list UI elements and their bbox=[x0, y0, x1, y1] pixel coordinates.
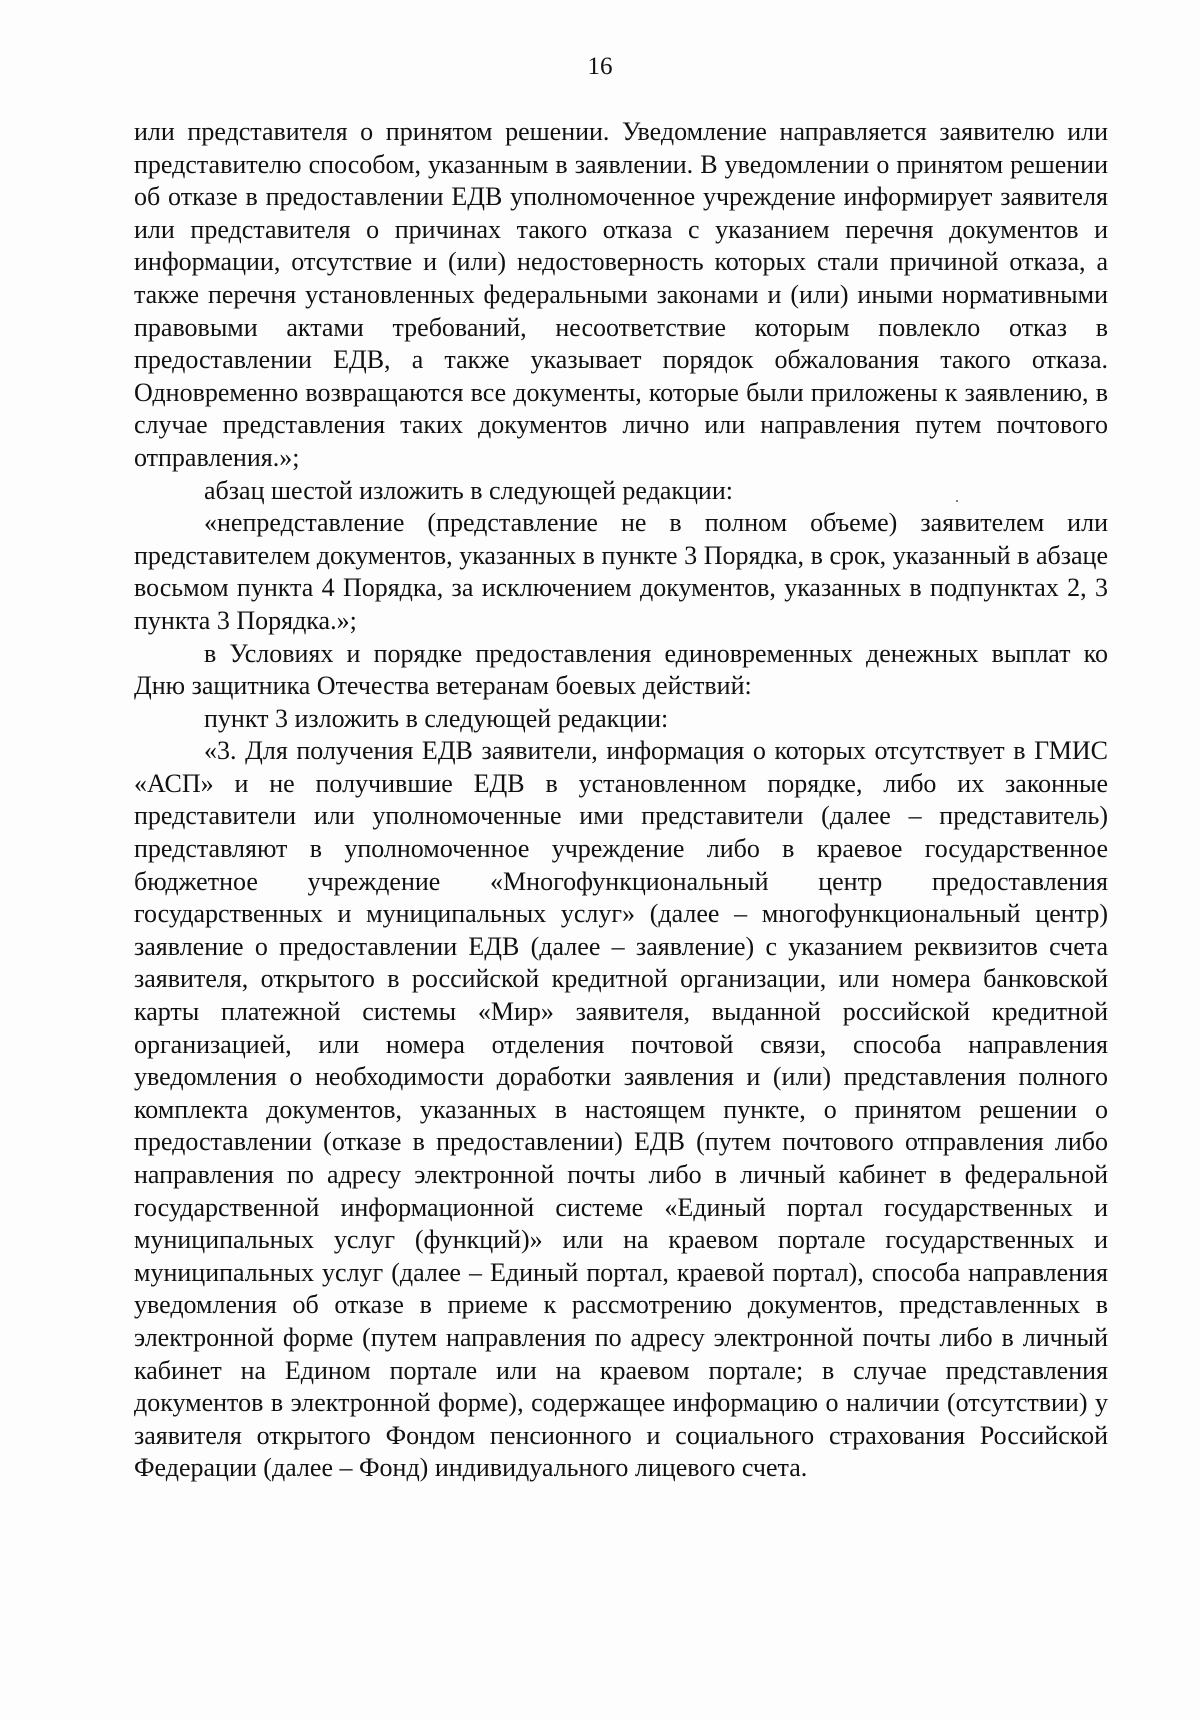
page-number: 16 bbox=[587, 53, 613, 80]
paragraph-point-3-text: «3. Для получения ЕДВ заявители, информация о которых отсутствует в ГМИС «АСП» и не получившие ЕДВ в установленном порядке, либо их законные представители или уполномоченные ими представители (далее – представитель) представляют в уполномоченное учреждение либо в краевое государственное бюджетное учреждение «Многофункциональный центр предоставления государственных и муниципальных услуг» (далее – многофункциональный центр) заявление о предоставлении ЕДВ (далее – заявление) с указанием реквизитов счета заявителя, открытого в российской кредитной организации, или номера банковской карты платежной системы «Мир» заявителя, выданной российской кредитной организацией, или номера отделения почтовой связи, способа направления уведомления о необходимости доработки заявления и (или) представления полного комплекта документов, указанных в настоящем пункте, о принятом решении о предоставлении (отказе в предоставлении) ЕДВ (путем почтового отправления либо направления по адресу электронной почты либо в личный кабинет в федеральной государственной информационной системе «Единый портал государственных и муниципальных услуг (функций)» или на краевом портале государственных и муниципальных услуг (далее – Единый портал, краевой портал), способа направления уведомления об отказе в приеме к рассмотрению документов, представленных в электронной форме (путем направления по адресу электронной почты либо в личный кабинет на Едином портале или на краевом портале; в случае представления документов в электронной форме), содержащее информацию о наличии (отсутствии) у заявителя открытого Фондом пенсионного и социального страхования Российской Федерации (далее – Фонд) индивидуального лицевого счета. bbox=[134, 736, 1108, 1483]
paragraph-instruction-sixth-clause: абзац шестой изложить в следующей редакции: bbox=[204, 475, 733, 505]
scan-speck bbox=[956, 500, 958, 502]
document-body bbox=[134, 116, 1108, 1485]
paragraph-instruction-point-3: пункт 3 изложить в следующей редакции: bbox=[204, 703, 669, 733]
paragraph-conditions-reference: в Условиях и порядке предоставления единовременных денежных выплат ко Дню защитника Отечества ветеранам боевых действий: bbox=[134, 638, 1108, 701]
paragraph-continuation: или представителя о принятом решении. Уведомление направляется заявителю или представителю способом, указанным в заявлении. В уведомлении о принятом решении об отказе в предоставлении ЕДВ уполномоченное учреждение информирует заявителя или представителя о причинах такого отказа с указанием перечня документов и информации, отсутствие и (или) недостоверность которых стали причиной отказа, а также перечня установленных федеральными законами и (или) иными нормативными правовыми актами требований, несоответствие которым повлекло отказ в предоставлении ЕДВ, а также указывает порядок обжалования такого отказа. Одновременно возвращаются все документы, которые были приложены к заявлению, в случае представления таких документов лично или направления путем почтового отправления.»; bbox=[134, 117, 1108, 472]
paragraph-sixth-clause-text: «непредставление (представление не в полном объеме) заявителем или представителем документов, указанных в пункте 3 Порядка, в срок, указанный в абзаце восьмом пункта 4 Порядка, за исключением документов, указанных в подпунктах 2, 3 пункта 3 Порядка.»; bbox=[134, 508, 1108, 635]
